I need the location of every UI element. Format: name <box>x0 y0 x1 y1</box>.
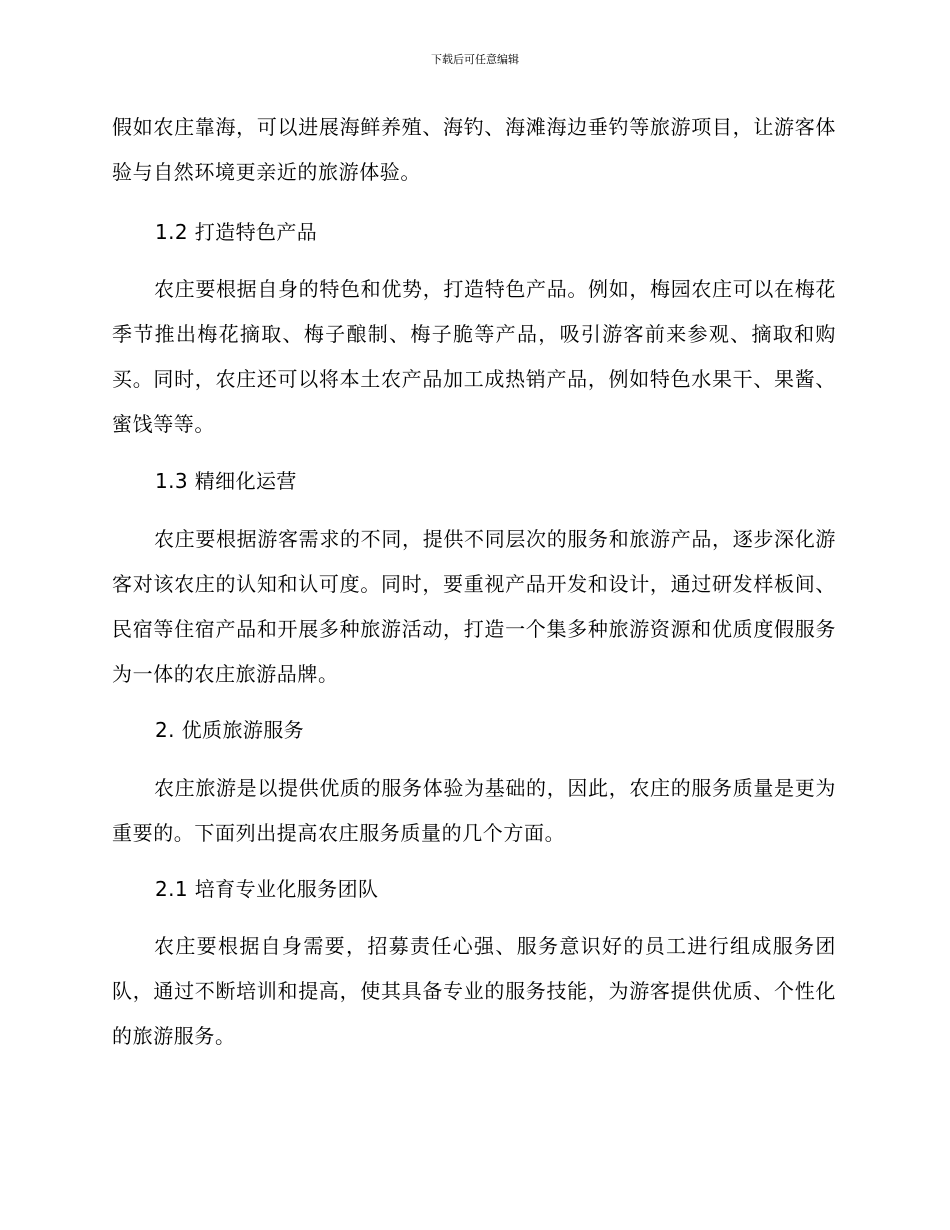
page-header: 下载后可任意编辑 <box>431 53 519 66</box>
heading-1-3: 1.3 精细化运营 <box>155 469 297 493</box>
heading-1-2: 1.2 打造特色产品 <box>155 220 318 244</box>
heading-2: 2. 优质旅游服务 <box>155 718 305 742</box>
paragraph-seaside-intro: 假如农庄靠海，可以进展海鲜养殖、海钓、海滩海边垂钓等旅游项目，让游客体验与自然环境更亲近的旅游体验。 <box>112 115 836 184</box>
paragraph-quality-service: 农庄旅游是以提供优质的服务体验为基础的，因此，农庄的服务质量是更为重要的。下面列出提高农庄服务质量的几个方面。 <box>112 776 836 845</box>
paragraph-fine-operation: 农庄要根据游客需求的不同，提供不同层次的服务和旅游产品，逐步深化游客对该农庄的认知和认可度。同时，要重视产品开发和设计，通过研发样板间、民宿等住宿产品和开展多种旅游活动，打造一个集多种旅游资源和优质度假服务为一体的农庄旅游品牌。 <box>112 527 836 686</box>
paragraph-specialty-products: 农庄要根据自身的特色和优势，打造特色产品。例如，梅园农庄可以在梅花季节推出梅花摘取、梅子酿制、梅子脆等产品，吸引游客前来参观、摘取和购买。同时，农庄还可以将本土农产品加工成热销产品，例如特色水果干、果酱、蜜饯等等。 <box>112 277 836 436</box>
heading-2-1: 2.1 培育专业化服务团队 <box>155 877 379 901</box>
paragraph-service-team: 农庄要根据自身需要，招募责任心强、服务意识好的员工进行组成服务团队，通过不断培训和提高，使其具备专业的服务技能，为游客提供优质、个性化的旅游服务。 <box>112 934 836 1048</box>
